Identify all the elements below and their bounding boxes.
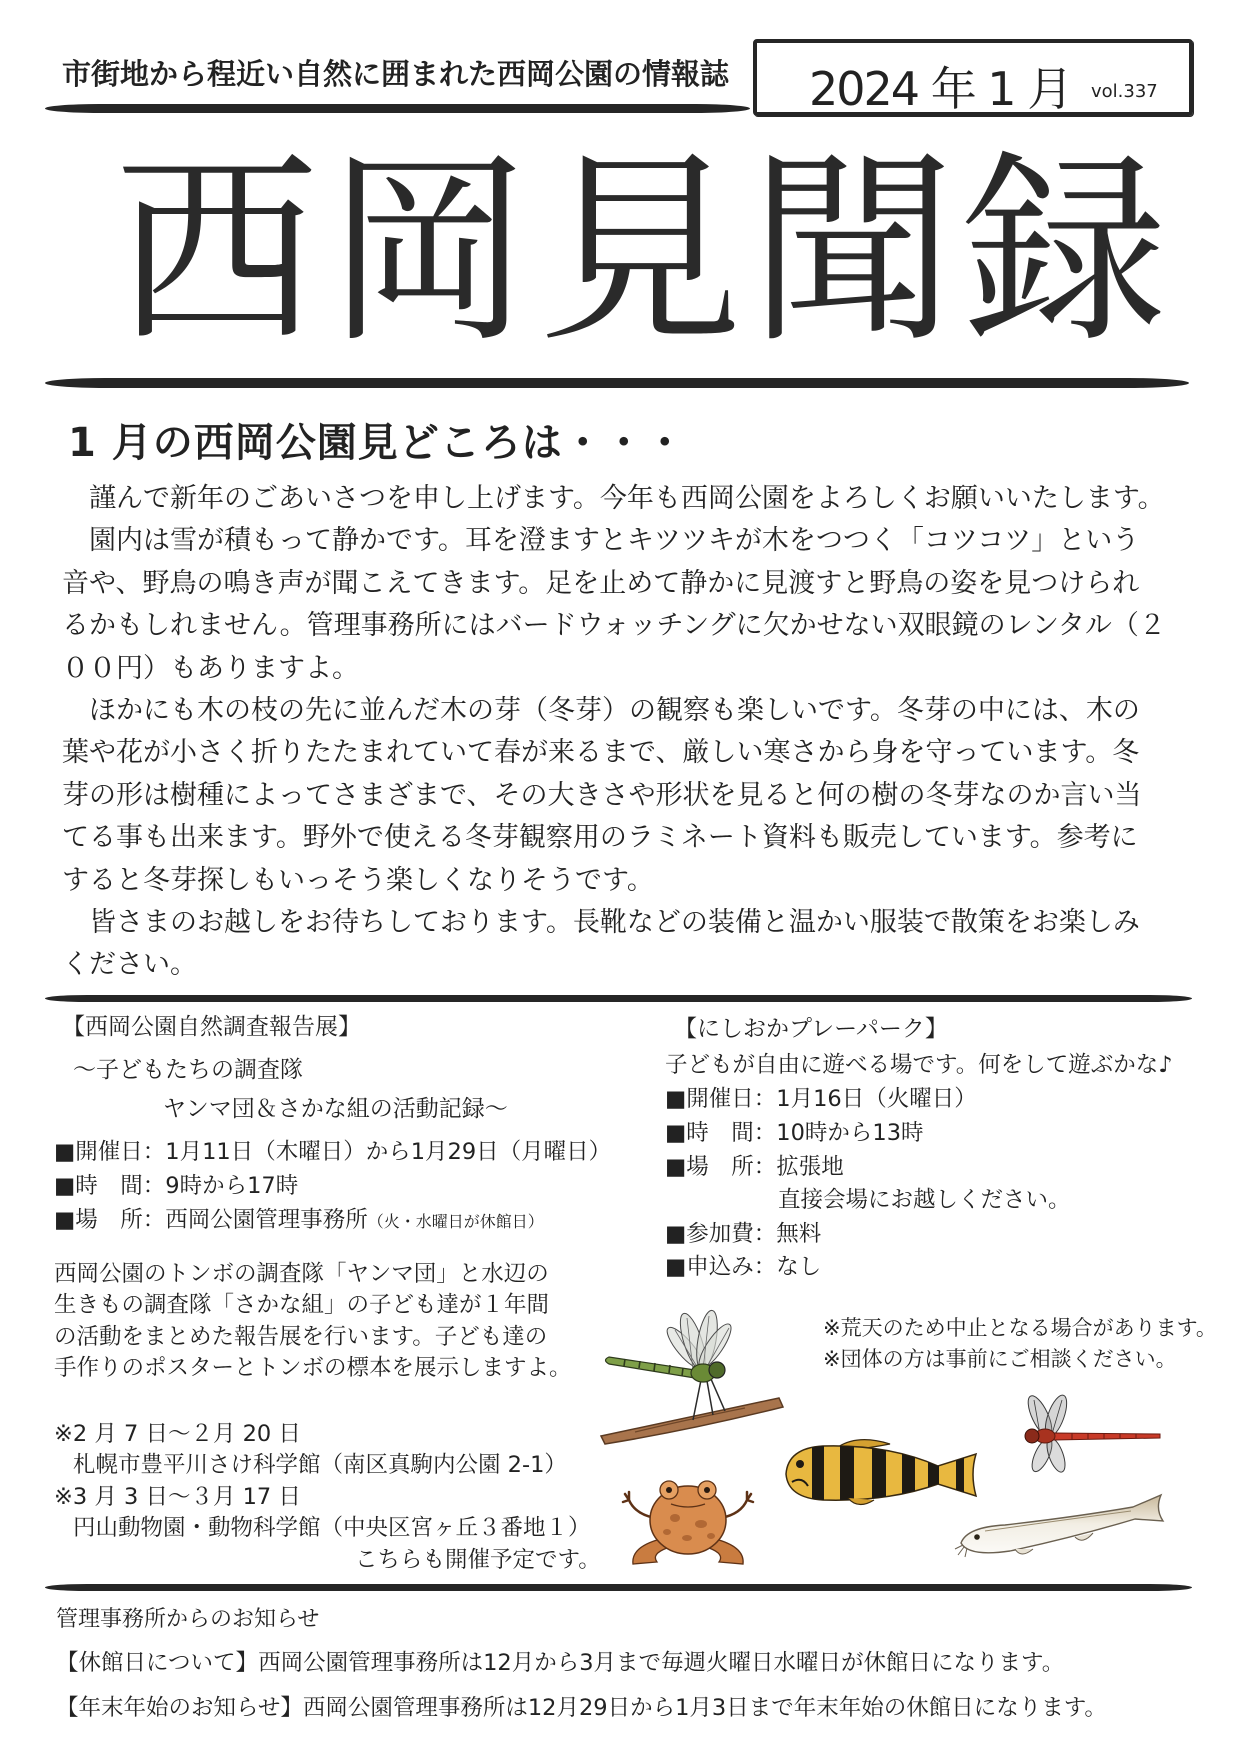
- venue-place: 円山動物園・動物科学館（中央区宮ヶ丘３番地１）: [73, 1515, 591, 1541]
- notice-label: 【休館日について】: [56, 1650, 259, 1676]
- detail-label: ■場 所：: [54, 1207, 166, 1233]
- frog-illustration: [623, 1458, 753, 1570]
- tagline-underline: [45, 104, 750, 113]
- dragonfly-on-twig-illustration: [595, 1310, 785, 1445]
- venue-note: こちらも開催予定です。: [355, 1547, 601, 1573]
- venue-period: ※2 月 7 日～２月 20 日: [54, 1421, 301, 1447]
- detail-label: ■開催日：: [665, 1086, 777, 1112]
- detail-label: ■参加費：: [665, 1221, 777, 1247]
- playpark-time-row: [665, 1122, 924, 1145]
- notice-text: 西岡公園管理事務所は12月から3月まで毎週火曜日水曜日が休館日になります。: [258, 1650, 1065, 1676]
- body-line: てる事も出来ます。野外で使える冬芽観察用のラミネート資料も販売しています。参考に: [62, 822, 1138, 854]
- body-line: るかもしれません。管理事務所にはバードウォッチングに欠かせない双眼鏡のレンタル（２: [62, 610, 1166, 642]
- detail-value: 9時から17時: [165, 1173, 299, 1199]
- playpark-application-row: [665, 1256, 821, 1279]
- detail-value: 拡張地: [776, 1154, 844, 1180]
- exhibition-subtitle: ～子どもたちの調査隊: [73, 1057, 303, 1083]
- red-dragonfly-illustration: [1012, 1396, 1164, 1474]
- detail-value: 1月11日（木曜日）から1月29日（月曜日）: [165, 1139, 612, 1165]
- loach-fish-illustration: [955, 1487, 1167, 1563]
- playpark-note: ※団体の方は事前にご相談ください。: [823, 1347, 1177, 1371]
- title-divider: [45, 378, 1189, 388]
- striped-fish-illustration: [778, 1436, 983, 1512]
- notice-closed-days: [56, 1652, 1064, 1675]
- body-line: 園内は雪が積もって静かです。耳を澄ますとキツツキが木をつつく「コツコツ」という: [89, 525, 1140, 557]
- detail-value: 無料: [776, 1221, 822, 1247]
- detail-value: なし: [776, 1254, 822, 1280]
- exhibition-description-line: 手作りのポスターとトンボの標本を展示しますよ。: [54, 1355, 572, 1381]
- detail-value: 1月16日（火曜日）: [776, 1086, 977, 1112]
- playpark-place-row: [665, 1156, 844, 1179]
- highlights-body: [62, 478, 1166, 987]
- playpark-title: 【にしおかプレーパーク】: [674, 1016, 948, 1042]
- playpark-place-extra: 直接会場にお越しください。: [778, 1187, 1071, 1213]
- detail-note: （火・水曜日が休館日）: [367, 1212, 544, 1231]
- exhibition-place-row: [54, 1209, 544, 1232]
- notices-heading: 管理事務所からのお知らせ: [56, 1607, 320, 1632]
- body-line: ください。: [62, 949, 197, 981]
- body-line: ほかにも木の枝の先に並んだ木の芽（冬芽）の観察も楽しいです。冬芽の中には、木の: [89, 695, 1140, 727]
- body-line: 皆さまのお越しをお待ちしております。長靴などの装備と温かい服装で散策をお楽しみ: [89, 907, 1140, 939]
- detail-label: ■場 所：: [665, 1154, 777, 1180]
- tagline: 市街地から程近い自然に囲まれた西岡公園の情報誌: [62, 57, 730, 91]
- exhibition-description-line: の活動をまとめた報告展を行います。子ども達の: [54, 1324, 548, 1350]
- body-line: ００円）もありますよ。: [62, 652, 359, 684]
- newsletter-title: 西岡見聞録: [114, 133, 1174, 371]
- issue-volume: vol.337: [1091, 81, 1158, 102]
- notices-divider: [45, 1584, 1192, 1591]
- issue-date-box: [753, 39, 1193, 116]
- issue-date: 2024 年 1 月: [809, 62, 1072, 116]
- venue-place: 札幌市豊平川さけ科学館（南区真駒内公園 2-1）: [73, 1452, 567, 1478]
- exhibition-description-line: 西岡公園のトンボの調査隊「ヤンマ団」と水辺の: [54, 1261, 549, 1287]
- detail-label: ■開催日：: [54, 1139, 166, 1165]
- exhibition-subtitle: ヤンマ団＆さかな組の活動記録～: [163, 1096, 508, 1122]
- detail-label: ■時 間：: [54, 1173, 166, 1199]
- venue-period: ※3 月 3 日～３月 17 日: [54, 1484, 301, 1510]
- notice-text: 西岡公園管理事務所は12月29日から1月3日まで年末年始の休館日になります。: [302, 1695, 1107, 1721]
- playpark-intro: 子どもが自由に遊べる場です。何をして遊ぶかな♪: [665, 1052, 1173, 1078]
- body-line: すると冬芽探しもいっそう楽しくなりそうです。: [62, 864, 654, 896]
- highlights-heading: 1 月の西岡公園見どころは・・・: [68, 420, 686, 466]
- detail-value: 西岡公園管理事務所: [165, 1207, 368, 1233]
- exhibition-title: 【西岡公園自然調査報告展】: [62, 1014, 361, 1040]
- body-line: 葉や花が小さく折りたたまれていて春が来るまで、厳しい寒さから身を守っています。冬: [62, 737, 1140, 769]
- detail-label: ■時 間：: [665, 1120, 777, 1146]
- playpark-note: ※荒天のため中止となる場合があります。: [823, 1316, 1217, 1340]
- notice-year-end: [56, 1697, 1107, 1720]
- detail-value: 10時から13時: [776, 1120, 924, 1146]
- playpark-fee-row: [665, 1223, 821, 1246]
- exhibition-description-line: 生きもの調査隊「さかな組」の子ども達が１年間: [54, 1292, 550, 1318]
- body-line: 音や、野鳥の鳴き声が聞こえてきます。足を止めて静かに見渡すと野鳥の姿を見つけられ: [62, 567, 1140, 599]
- body-line: 謹んで新年のごあいさつを申し上げます。今年も西岡公園をよろしくお願いいたします。: [89, 483, 1165, 514]
- exhibition-date-row: [54, 1141, 611, 1164]
- section-divider: [45, 995, 1192, 1002]
- detail-label: ■申込み：: [665, 1254, 777, 1280]
- exhibition-time-row: [54, 1175, 298, 1198]
- playpark-date-row: [665, 1088, 977, 1111]
- body-line: 芽の形は樹種によってさまざまで、その大きさや形状を見ると何の樹の冬芽なのか言い当: [62, 779, 1142, 811]
- notice-label: 【年末年始のお知らせ】: [56, 1695, 303, 1721]
